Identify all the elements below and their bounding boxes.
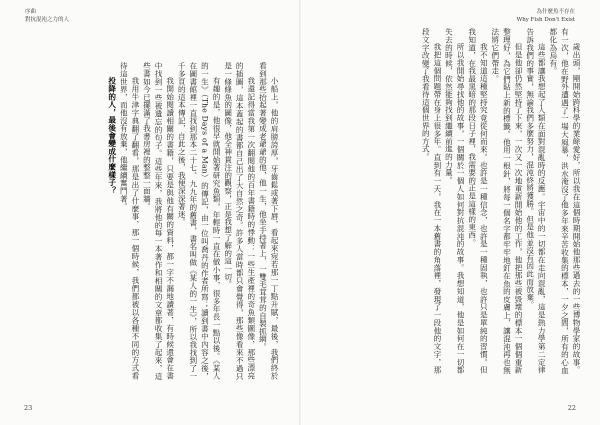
left-body-text xyxy=(28,62,280,380)
right-paragraph: 但是他卻仍然堅持了下來，一次又一次地重新開始他的工作，他把那些被毀壞的標本一個個重新整理好，為它們貼上新的標籤。他用一根針，將每一個名字都牢牢地釘在魚的皮膚上，讓混沌再也無法將它們帶走。 xyxy=(490,28,524,374)
right-running-header xyxy=(517,9,575,24)
left-paragraph: 小船上，他的肩膀誇厚，牙齒鬆或著下唇，看起來宛若那一丁點升賦，最後，我們終於看到那些抬起著變成老爺爺的他，他一生，他坐手持著上，一雙毛茸茸的自製抓網。 xyxy=(258,62,279,380)
left-running-header xyxy=(25,9,69,24)
left-header-title: 對抗混沌之力的人 xyxy=(25,16,70,23)
left-paragraph: 有趣的是，他很早就開始著研究魚類，年輕時一直在做小事，很多年長一點以後。《某人的一生》（The Days of a Man）的傳記，由一位叫喬丹的作者所寫；讀到書中內容之後，在圖書館裡一直找到那本二十七、九九年的舊書，書名叫做《某人的一生》，所以我找到了一千多頁的這本傳記，自此之後，我便深深著迷。 xyxy=(177,62,222,380)
right-paragraph: 這些都讓我想起了人類在面對混亂時的反應。宇宙中的一切都在走向混亂，這是熱力學第二定律告訴我們的事實，無論我們多麼努力，混沌終將獲勝。但是他並沒有因此而放棄。 xyxy=(525,28,547,374)
right-paragraph: 我把這個問題帶在身上很多年。直到有一天，我在一本舊書的角落裡，發現了一段他的文字，那段文字改變了我看待這個世界的方式。 xyxy=(421,28,442,374)
right-paragraph: 我不知道這種堅持究竟從何而來。也許是一種信念，也許是一種固執，也許只是單純的習慣。但我知道，在我最黑暗的那段日子裡，我需要的正是這樣的東西。 xyxy=(467,28,489,374)
left-paragraph: 我用牛津字典翻了翻看，那是出了什麼事，那一個時候，我們都被以各種不同的方式看待這世界，而他沒有放棄，他繼續奮鬥著。 xyxy=(119,62,140,380)
left-paragraph: 我還記得當我第一次翻閱他的百年書籍時的悸動：一些生產裡的奇魚類圖像，那些漂亮的插圖，這本蓋起的書都自己出了大自然之奇。許多人當時都只會覺得，那些像看來不過只是一條條魚的圖像，他全神貫注的觀察，正是我想了解的這一切。 xyxy=(223,62,256,380)
right-paragraph: 所以我開始尋找他的故事，一個關於一個人如何對抗混沌的故事。我想知道，他是如何在一切都失去的時候，依然能夠找到繼續前進的力量。 xyxy=(444,28,466,374)
right-paragraph: 歲出頭，剛開始跨科學的業餘愛好，所以我在這個時期開始他那些過去的一些博物學家的故事。有一次，他在野外遭遇了一場大風暴，洪水淹沒了他多年來辛苦收集的標本，一夕之間，所有的心血都化為烏有。 xyxy=(548,28,581,374)
right-page xyxy=(300,0,600,425)
left-header-part: 序曲 xyxy=(25,9,37,15)
right-header-title-zh: 為什麼魚不存在 xyxy=(536,9,575,15)
right-page-number: 22 xyxy=(567,404,576,412)
right-header-title-en: Why Fish Don't Exist xyxy=(516,16,575,23)
right-body-text xyxy=(320,28,582,374)
left-page-number: 23 xyxy=(24,404,33,412)
left-paragraph: 我開始閱讀相關的書籍，只要是與他有關的資料，都一字不漏地讀著，有時候還會在書中找到一些被遺忘的句子。這些年來，我將他的每一本著作和相關的文章都收集了起來，這些書如今已擺滿了我書房裡的整整一面牆。 xyxy=(142,62,175,380)
left-paragraph-emphasis: 投降的人，最後會變成什麼樣子？ xyxy=(107,77,117,195)
